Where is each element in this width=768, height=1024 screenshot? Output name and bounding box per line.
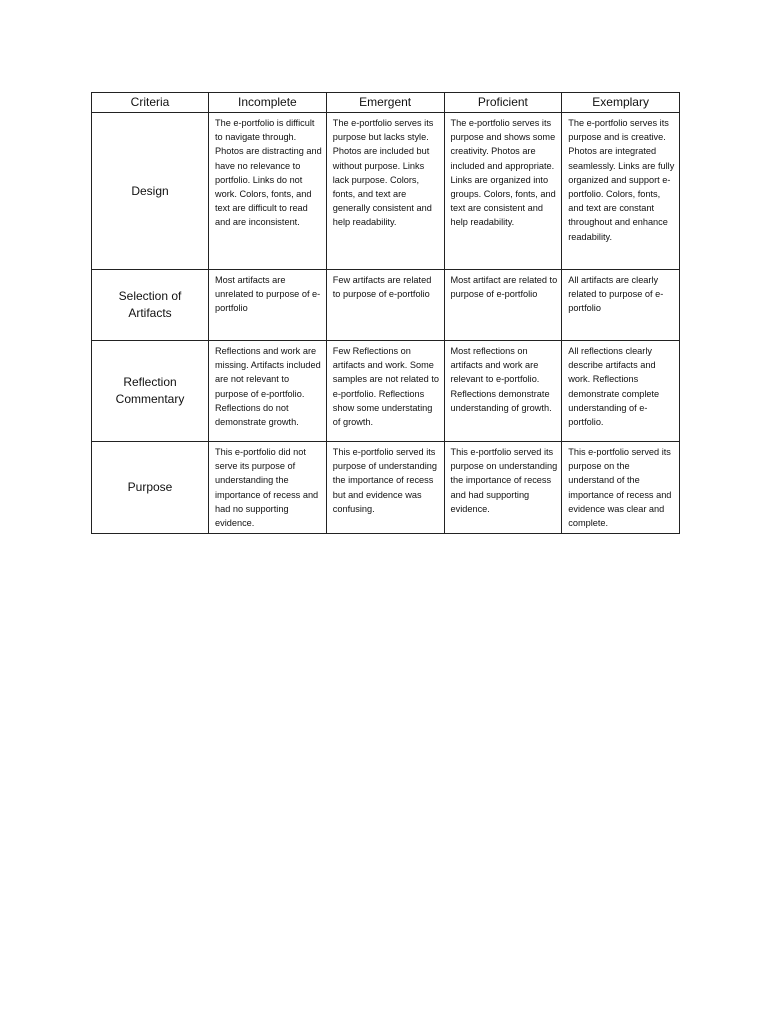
- header-row: [92, 93, 680, 113]
- criteria-reflection-commentary: Reflection Commentary: [92, 341, 209, 442]
- cell-reflection-exemplary: All reflections clearly describe artifacts and work. Reflections demonstrate complete understanding of e-portfolio.: [562, 341, 680, 442]
- table-row-reflection-commentary: [92, 341, 680, 442]
- header-criteria: Criteria: [92, 93, 209, 113]
- cell-design-exemplary: The e-portfolio serves its purpose and is creative. Photos are integrated seamlessly. Links are fully organized and support e-portfolio. Colors, fonts, and text are constant throughout and enhance readability.: [562, 113, 680, 270]
- cell-design-incomplete: The e-portfolio is difficult to navigate through. Photos are distracting and have no relevance to portfolio. Links do not work. Colors, fonts, and text are difficult to read and are inconsistent.: [209, 113, 327, 270]
- cell-reflection-emergent: Few Reflections on artifacts and work. Some samples are not related to e-portfolio. Reflections show some understating of growth.: [326, 341, 444, 442]
- cell-purpose-proficient: This e-portfolio served its purpose on understanding the importance of recess and had supporting evidence.: [444, 442, 562, 534]
- table-row-selection-of-artifacts: [92, 270, 680, 341]
- cell-reflection-proficient: Most reflections on artifacts and work are relevant to e-portfolio. Reflections demonstrate understanding of growth.: [444, 341, 562, 442]
- criteria-selection-of-artifacts: Selection of Artifacts: [92, 270, 209, 341]
- cell-selection-proficient: Most artifact are related to purpose of e-portfolio: [444, 270, 562, 341]
- table-row-design: [92, 113, 680, 270]
- rubric-table: [91, 92, 680, 534]
- header-exemplary: Exemplary: [562, 93, 680, 113]
- header-emergent: Emergent: [326, 93, 444, 113]
- cell-purpose-incomplete: This e-portfolio did not serve its purpose of understanding the importance of recess and had no supporting evidence.: [209, 442, 327, 534]
- cell-design-emergent: The e-portfolio serves its purpose but lacks style. Photos are included but without purpose. Links lack purpose. Colors, fonts, and text are generally consistent and help readability.: [326, 113, 444, 270]
- cell-selection-emergent: Few artifacts are related to purpose of e-portfolio: [326, 270, 444, 341]
- cell-reflection-incomplete: Reflections and work are missing. Artifacts included are not relevant to purpose of e-portfolio. Reflections do not demonstrate growth.: [209, 341, 327, 442]
- cell-purpose-emergent: This e-portfolio served its purpose of understanding the importance of recess but and evidence was confusing.: [326, 442, 444, 534]
- criteria-purpose: Purpose: [92, 442, 209, 534]
- header-proficient: Proficient: [444, 93, 562, 113]
- cell-selection-incomplete: Most artifacts are unrelated to purpose of e-portfolio: [209, 270, 327, 341]
- cell-purpose-exemplary: This e-portfolio served its purpose on the understand of the importance of recess and evidence was clear and complete.: [562, 442, 680, 534]
- criteria-design: Design: [92, 113, 209, 270]
- cell-selection-exemplary: All artifacts are clearly related to purpose of e-portfolio: [562, 270, 680, 341]
- header-incomplete: Incomplete: [209, 93, 327, 113]
- cell-design-proficient: The e-portfolio serves its purpose and shows some creativity. Photos are included and appropriate. Links are organized into groups. Colors, fonts, and text are consistent and help readability.: [444, 113, 562, 270]
- table-row-purpose: [92, 442, 680, 534]
